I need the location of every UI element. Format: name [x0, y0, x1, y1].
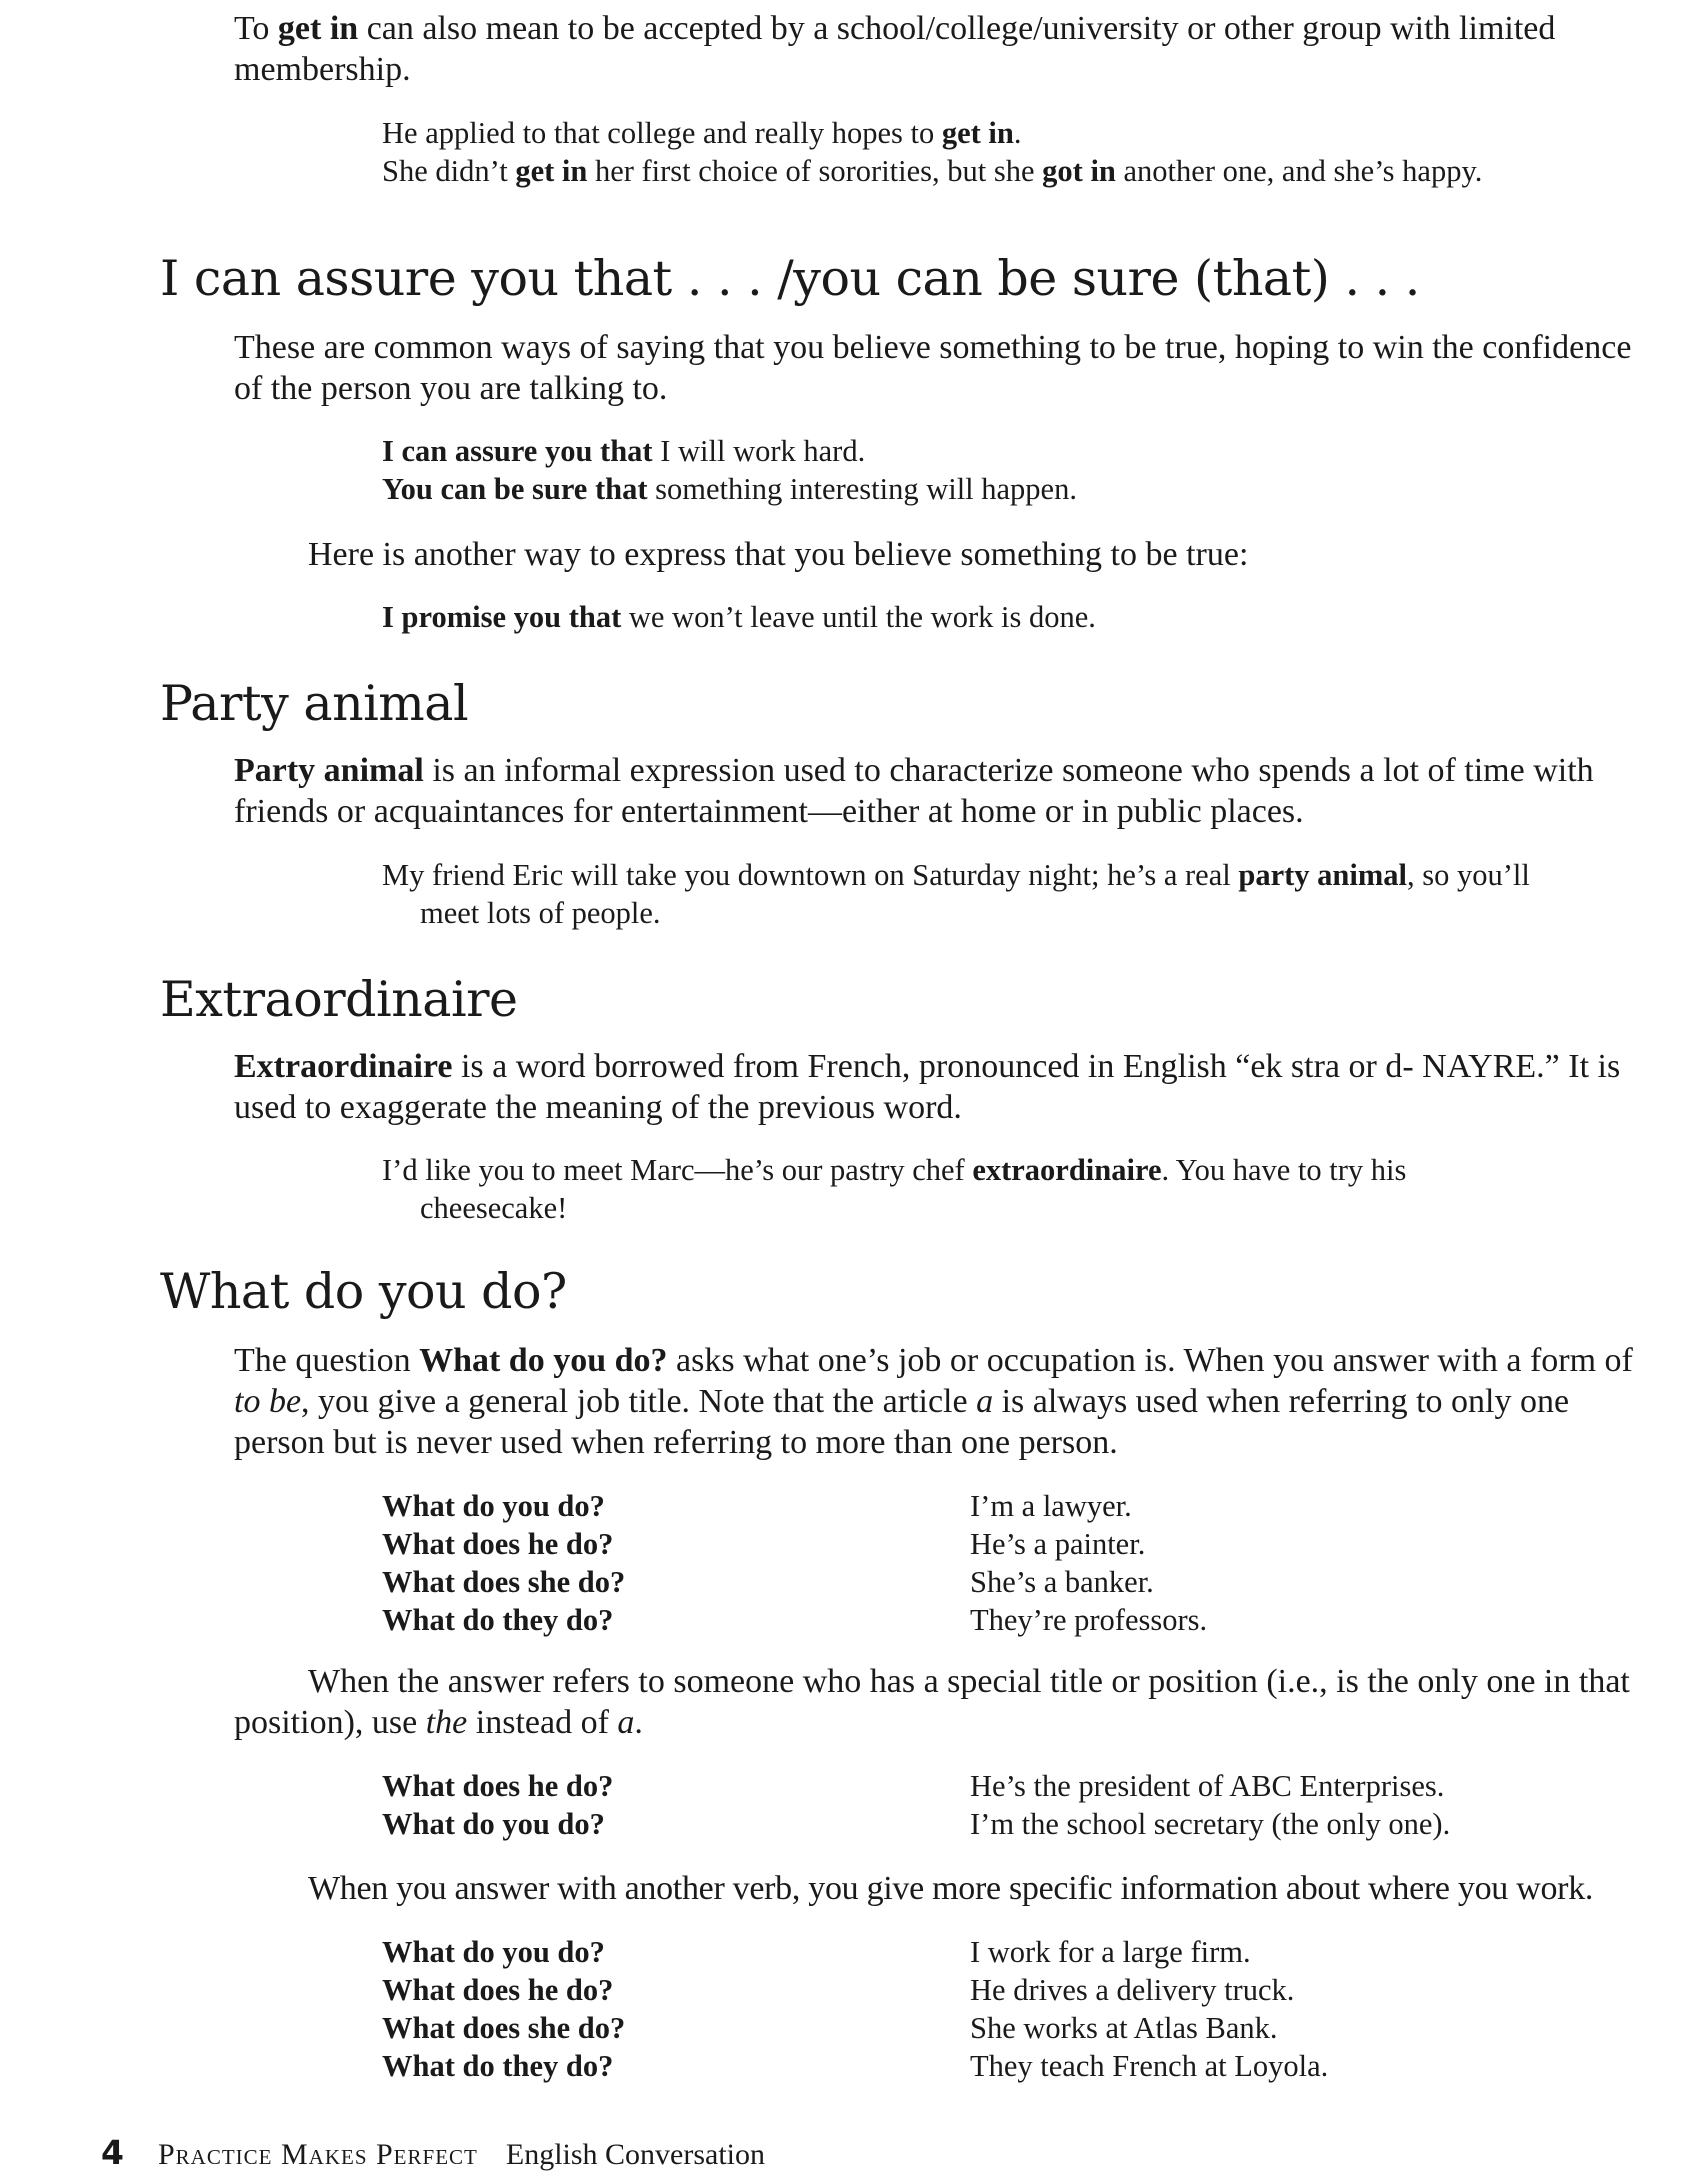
paragraph-special-title: When the answer refers to someone who has a special title or position (i.e., is the only one in that position), use the instead of a.: [234, 1663, 1630, 1741]
example-party-animal: [382, 856, 1530, 932]
example-line: I’d like you to meet Marc—he’s our pastry chef extraordinaire. You have to try his: [382, 1153, 1407, 1187]
paragraph-extraordinaire: Extraordinaire is a word borrowed from French, pronounced in English “ek stra or d- NAYRE.” It is used to exaggerate the meaning of the previous word.: [234, 1048, 1621, 1126]
example-promise: [382, 598, 1096, 636]
example-extraordinaire: [382, 1151, 1406, 1227]
example-line: My friend Eric will take you downtown on Saturday night; he’s a real party animal, so you’ll: [382, 858, 1530, 892]
paragraph-assure: These are common ways of saying that you believe something to be true, hoping to win the confidence of the person you are talking to.: [234, 329, 1632, 407]
paragraph-get-in: To get in can also mean to be accepted by a school/college/university or other group with limited membership.: [234, 10, 1556, 88]
page-footer: [101, 2133, 765, 2172]
series-title: Practice Makes Perfect: [157, 2138, 478, 2171]
book-title: English Conversation: [505, 2138, 766, 2171]
paragraph-party-animal: Party animal is an informal expression used to characterize someone who spends a lot of time with friends or acquaintances for entertainment—either at home or in public places.: [234, 752, 1594, 830]
paragraph-what-do-you-do: The question What do you do? asks what one’s job or occupation is. When you answer with a form of to be, you give a general job title. Note that the article a is always used when referring to only one person but is never used when referring to more than one person.: [234, 1342, 1633, 1461]
page: To get in can also mean to be accepted by a school/college/university or other group with limited membership. He applied to that college and really hopes to get in. She didn’t get in her first choice of sororities, but she got in another one, and she’s happy. I can assure you that . . . /you can be sure (that) . . . These are common ways of saying that you believe something to be true, hoping to win the confidence of the person you are talking to. I can assure you that I will work hard. You can be sure that something interesting will happen. Here is another way to express that you believe something to be true: I promise you that we won’t leave until the work is done. Party animal Party animal is an informal expression used to characterize someone who spends a lot of time with friends or acquaintances for entertainment—either at home or in public places. My friend Eric will take you downtown on Saturday night; he’s a real party animal, so you’ll meet lots of people. Extraordinaire Extraordinaire is a word borrowed from French, pronounced in English “ek stra or d- NAYRE.” It is used to exaggerate the meaning of the previous word. I’d like you to meet Marc—he’s our pastry chef extraordinaire. You have to try his cheesecake! What do you do? The question What do you do? asks what one’s job or occupation is. When you answer with a form of to be, you give a general job title. Note that the article a is always used when referring to only one person but is never used when referring to more than one person. What do you do? I’m a lawyer. What does he do? He’s a painter. What does she do? She’s a banker. What do they do? They’re professors. When the answer refers to someone who has a special title or position (i.e., is the only one in that position), use the instead of a. What does he do? He’s the president of ABC Enterprises. What do you do? I’m the school secretary (the only one). When you answer with another verb, you give more specific information about where you work. What do you do? I work for a large firm. What does he do? He drives a delivery truck. What does she do? She works at Atlas Bank. What do they do? They teach French at Loyola. 4 Practice Makes Perfect English Conversation: [0, 0, 1700, 2175]
example-assure: [382, 432, 1077, 508]
example-line-continued: meet lots of people.: [420, 896, 661, 930]
heading-party-animal: Party animal: [160, 675, 469, 732]
heading-extraordinaire: Extraordinaire: [160, 971, 518, 1028]
example-line-continued: cheesecake!: [420, 1191, 568, 1225]
example-line: I can assure you that I will work hard.: [382, 434, 866, 468]
example-get-in: [382, 114, 1482, 190]
example-line: He applied to that college and really hopes to get in.: [382, 116, 1022, 150]
example-line: You can be sure that something interesting will happen.: [382, 472, 1077, 506]
page-number: 4: [101, 2133, 124, 2172]
paragraph-another-way: Here is another way to express that you believe something to be true:: [308, 536, 1249, 573]
heading-assure: I can assure you that . . . /you can be sure (that) . . .: [160, 250, 1420, 307]
heading-what-do-you-do: What do you do?: [160, 1263, 567, 1320]
example-line: I promise you that we won’t leave until the work is done.: [382, 600, 1096, 634]
paragraph-another-verb: When you answer with another verb, you give more specific information about where you work.: [308, 1870, 1594, 1907]
example-line: She didn’t get in her first choice of sororities, but she got in another one, and she’s happy.: [382, 154, 1483, 188]
